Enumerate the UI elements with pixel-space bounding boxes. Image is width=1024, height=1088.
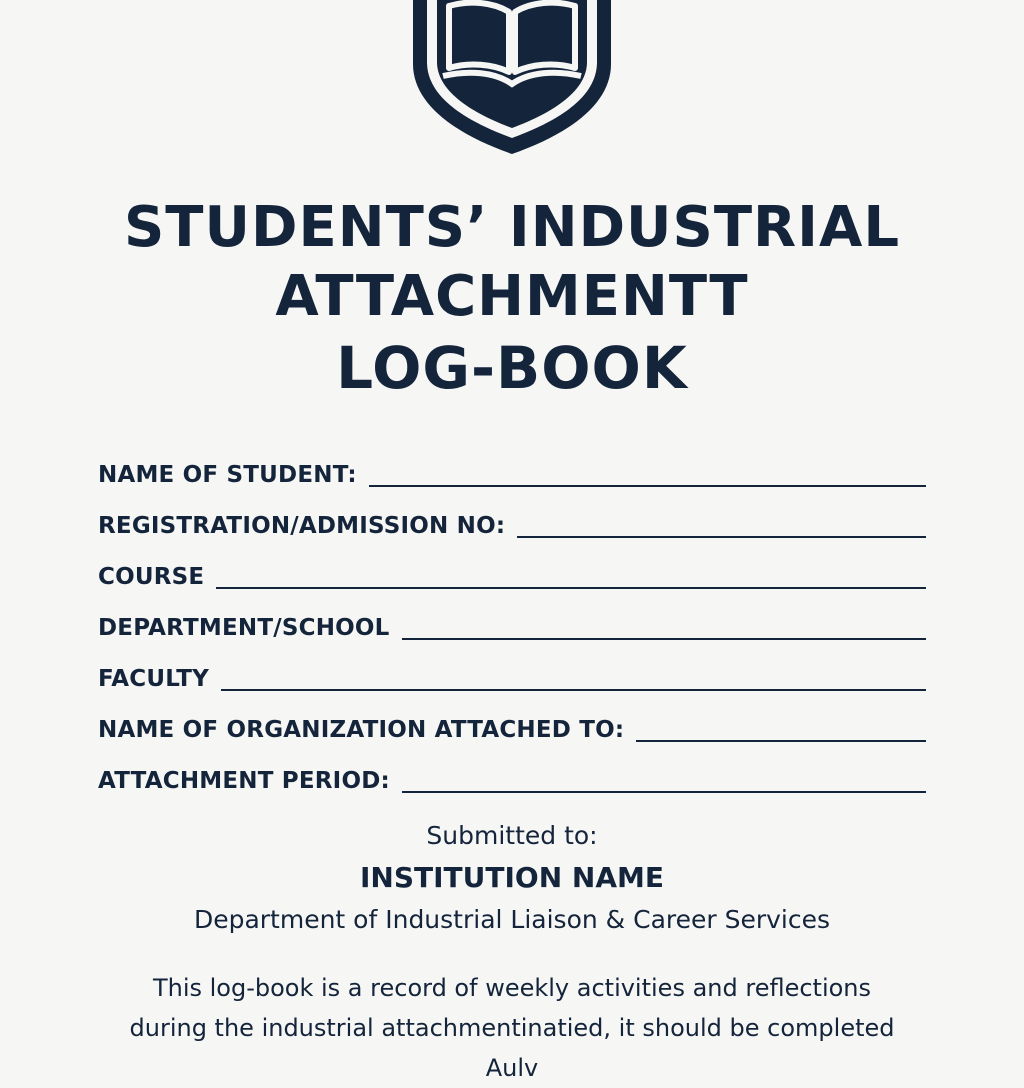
field-row-attachment-period <box>98 750 926 801</box>
institution-name: INSTITUTION NAME <box>360 861 664 894</box>
field-row-organization <box>98 699 926 750</box>
field-label: DEPARTMENT/SCHOOL <box>98 615 390 641</box>
attachment-period-blank[interactable] <box>402 790 926 793</box>
field-label: NAME OF STUDENT: <box>98 462 357 488</box>
document-title-line-2: ATTACHMENTT <box>275 264 749 329</box>
registration-no-blank[interactable] <box>517 535 926 538</box>
open-book-shield-icon <box>409 0 615 156</box>
intro-paragraph: This log-book is a record of weekly activities and reflections during the industrial attachmentinatied, it should be completed Aulv <box>129 974 895 1082</box>
department-name: Department of Industrial Liaison & Career Services <box>193 905 831 934</box>
field-label: ATTACHMENT PERIOD: <box>98 768 390 794</box>
field-label: REGISTRATION/ADMISSION NO: <box>98 513 506 539</box>
field-label: NAME OF ORGANIZATION ATTACHED TO: <box>98 717 625 743</box>
field-row-department <box>98 597 926 648</box>
field-row-course <box>98 546 926 597</box>
course-blank[interactable] <box>216 586 926 589</box>
faculty-blank[interactable] <box>221 688 926 691</box>
student-name-blank[interactable] <box>369 484 926 487</box>
field-row-registration-no <box>98 495 926 546</box>
field-label: FACULTY <box>98 666 210 692</box>
document-title-line-1: STUDENTS’ INDUSTRIAL <box>123 195 901 260</box>
field-row-faculty <box>98 648 926 699</box>
field-row-student-name <box>98 444 926 495</box>
document-title-line-3: LOG-BOOK <box>336 334 688 402</box>
department-blank[interactable] <box>402 637 926 640</box>
organization-blank[interactable] <box>636 739 926 742</box>
field-label: COURSE <box>98 564 205 590</box>
submitted-to-label: Submitted to: <box>426 821 598 850</box>
student-details-form <box>98 444 926 801</box>
